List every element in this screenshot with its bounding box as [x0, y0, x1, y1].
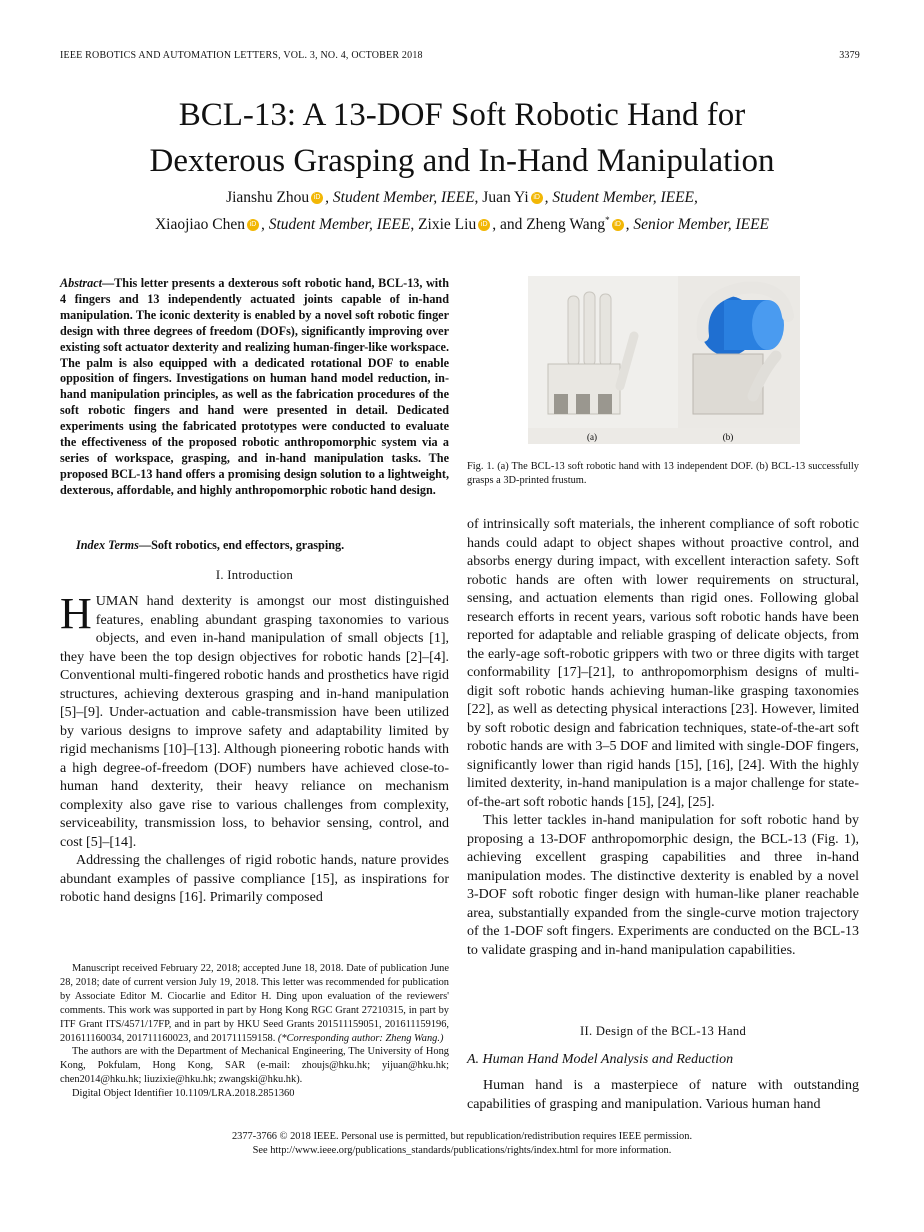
- author-name: Xiaojiao Chen: [154, 216, 245, 234]
- paragraph: This letter tackles in-hand manipulation for soft robotic hand by proposing a 13-DOF anthropomorphic design, the BCL-13 (Fig. 1), achieving excellent grasping capabilities and three in-hand manipulation modes. The distinctive dexterity is enabled by a novel 3-DOF soft robotic finger design with human-like planer reachable area, substantially expanded from the single-curve motion trajectory of the 1-DOF soft fingers. Experiments are conducted on the BCL-13 to validate grasping and in-hand manipulation capabilities.: [467, 813, 859, 958]
- orcid-icon[interactable]: iD: [311, 192, 323, 204]
- panel-label-b: (b): [722, 432, 734, 442]
- permissions-line: See http://www.ieee.org/publications_standards/publications/rights/index.html for more information.: [252, 1145, 672, 1156]
- index-terms-label: Index Terms: [76, 538, 139, 552]
- authors-line-2: [0, 209, 924, 236]
- figure-image: [528, 276, 800, 444]
- abstract: [60, 276, 449, 499]
- authors-line-1: [0, 186, 924, 209]
- author-name: Jianshu Zhou: [226, 189, 310, 206]
- right-column-body: [467, 516, 859, 960]
- paragraph: UMAN hand dexterity is amongst our most distinguished features, enabling abundant grasping taxonomies to various objects, and even in-hand manipulation of small objects [1], they have been the top design objectives for robotic hands [2]–[4]. Conventional multi-fingered robotic hands and prosthetics have rigid structures, achieving dexterous grasping and in-hand manipulation [5]–[9]. Under-actuation and cable-transmission have been utilized by various designs to improve safety and adaptability limited by rigid mechanisms [10]–[13]. Although pioneering robotic hands with a high degree-of-freedom (DOF) numbers have achieved close-to-human hand dexterity, their heavy reliance on mechanism complexity also gave rise to various challenges from complexity, serviceability, transmission loss, to behavior sensing, control, and cost [5]–[14].: [60, 594, 449, 850]
- panel-label-a: (a): [587, 432, 597, 442]
- title-line-1: BCL-13: A 13-DOF Soft Robotic Hand for: [178, 97, 746, 133]
- paragraph: Human hand is a masterpiece of nature with outstanding capabilities of grasping and manipulation. Various human hand: [467, 1078, 859, 1112]
- orcid-icon[interactable]: iD: [247, 219, 259, 231]
- orcid-icon[interactable]: iD: [531, 192, 543, 204]
- author-role: , Student Member, IEEE: [325, 189, 475, 206]
- running-header: IEEE ROBOTICS AND AUTOMATION LETTERS, VOL. 3, NO. 4, OCTOBER 2018: [60, 50, 423, 61]
- footnote: [60, 962, 449, 1101]
- orcid-icon[interactable]: iD: [612, 219, 624, 231]
- drop-cap: H: [60, 589, 92, 638]
- grasp-illustration: [678, 276, 800, 428]
- section-heading: II. Design of the BCL-13 Hand: [579, 1024, 747, 1038]
- paragraph: of intrinsically soft materials, the inherent compliance of soft robotic hands could adapt to object shapes without proactive control, and absorbs energy during impact, with excellent interaction safety. Soft robotic hands are often with lower requirements on structural, sensing, and actuation elements than rigid ones. Following global research efforts in recent years, various soft robotic hands have been reported for adaptable and reliable grasping of delicate objects, from the early-age soft-robotic grippers with two or three digits with target conformability [17]–[21], to anthropomorphism designs of multi-digit soft robotic hands achieving human-like grasping taxonomies [22], as well as detecting physical interactions [23]. However, limited by soft robotic design and fabrication techniques, state-of-the-art soft robotic hands are with 3–5 DOF and limited with single-DOF fingers, significantly lower than rigid hands [15], [16], [24]. With the highly limited dexterity, in-hand manipulation is a major challenge for state-of-the-art soft robotic hands [15], [24], [25].: [467, 517, 859, 810]
- author-name: , Zixie Liu: [410, 216, 477, 234]
- paragraph: Addressing the challenges of rigid robotic hands, nature provides abundant examples of passive compliance [15], as inspirations for robotic hand designs [16]. Primarily composed: [60, 853, 449, 905]
- author-name: , Juan Yi: [474, 189, 529, 206]
- footnote-text: Manuscript received February 22, 2018; accepted June 18, 2018. Date of publication June 28, 2018; date of current version July 19, 2018. This letter was recommended for publication by Associate Editor M. Ciocarlie and Editor H. Ding upon evaluation of the reviewers' comments. This work was supported in part by Hong Kong RGC Grant 27210315, in part by ITF Grant ITS/4571/17FP, and in part by HKU Seed Grants 201511159051, 201611159196, 201611160034, 201711160023, and 201711159158.: [60, 963, 449, 1044]
- abstract-label: Abstract: [60, 276, 102, 290]
- doi: Digital Object Identifier 10.1109/LRA.2018.2851360: [72, 1088, 295, 1100]
- figure-caption: Fig. 1. (a) The BCL-13 soft robotic hand with 13 independent DOF. (b) BCL-13 successfully grasps a 3D-printed frustum.: [467, 461, 859, 486]
- author-name: , and Zheng Wang: [492, 216, 606, 234]
- title-line-2: Dexterous Grasping and In-Hand Manipulation: [149, 143, 775, 179]
- copyright-line: 2377-3766 © 2018 IEEE. Personal use is permitted, but republication/redistribution requires IEEE permission.: [231, 1131, 693, 1142]
- figure-1: [528, 276, 800, 444]
- author-role: , Student Member, IEEE: [260, 216, 411, 234]
- section-heading: I. Introduction: [215, 568, 294, 582]
- paper-title: [0, 92, 924, 184]
- corresponding-author: (*Corresponding author: Zheng Wang.): [277, 1032, 444, 1044]
- index-terms: [60, 536, 449, 555]
- footnote-text: The authors are with the Department of Mechanical Engineering, The University of Hong Kong, Pokfulam, Hong Kong, SAR (e-mail: zhoujs@hku.hk; yijuan@hku.hk; chen2014@hku.hk; liuzixie@hku.hk; zwangski@hku.hk).: [60, 1046, 449, 1086]
- author-role: , Student Member, IEEE,: [544, 189, 698, 206]
- subsection-heading: A. Human Hand Model Analysis and Reduction: [467, 1052, 734, 1067]
- copyright-notice: [0, 1130, 924, 1158]
- index-terms-text: —Soft robotics, end effectors, grasping.: [138, 538, 345, 552]
- corresponding-mark: *: [605, 215, 610, 225]
- section2-body: [467, 1077, 859, 1114]
- author-role: , Senior Member, IEEE: [625, 216, 770, 234]
- orcid-icon[interactable]: iD: [478, 219, 490, 231]
- introduction-body: [60, 589, 449, 908]
- page-number: 3379: [839, 50, 860, 61]
- author-list: [0, 186, 924, 236]
- abstract-text: —This letter presents a dexterous soft robotic hand, BCL-13, with 4 fingers and 13 independently actuated joints capable of in-hand manipulation. The iconic dexterity is enabled by a novel soft robotic finger design with three degrees of freedom (DOFs), significantly improving over existing soft actuator dexterity and realizing human-finger-like workspace. The palm is also equipped with a dedicated rotational DOF to enable opposition of fingers. Investigations on human hand model reduction, in-hand manipulation principles, as well as the fabrication procedures of the soft robotic fingers and hand were presented in detail. Dedicated experiments using the fabricated prototypes were conducted to evaluate the effectiveness of the proposed robotic anthropomorphic system via a series of workspace, grasping, and in-hand manipulation tasks. The proposed BCL-13 hand offers a promising design solution to a lightweight, dexterous, affordable, and highly anthropomorphic robotic hand design.: [60, 276, 449, 497]
